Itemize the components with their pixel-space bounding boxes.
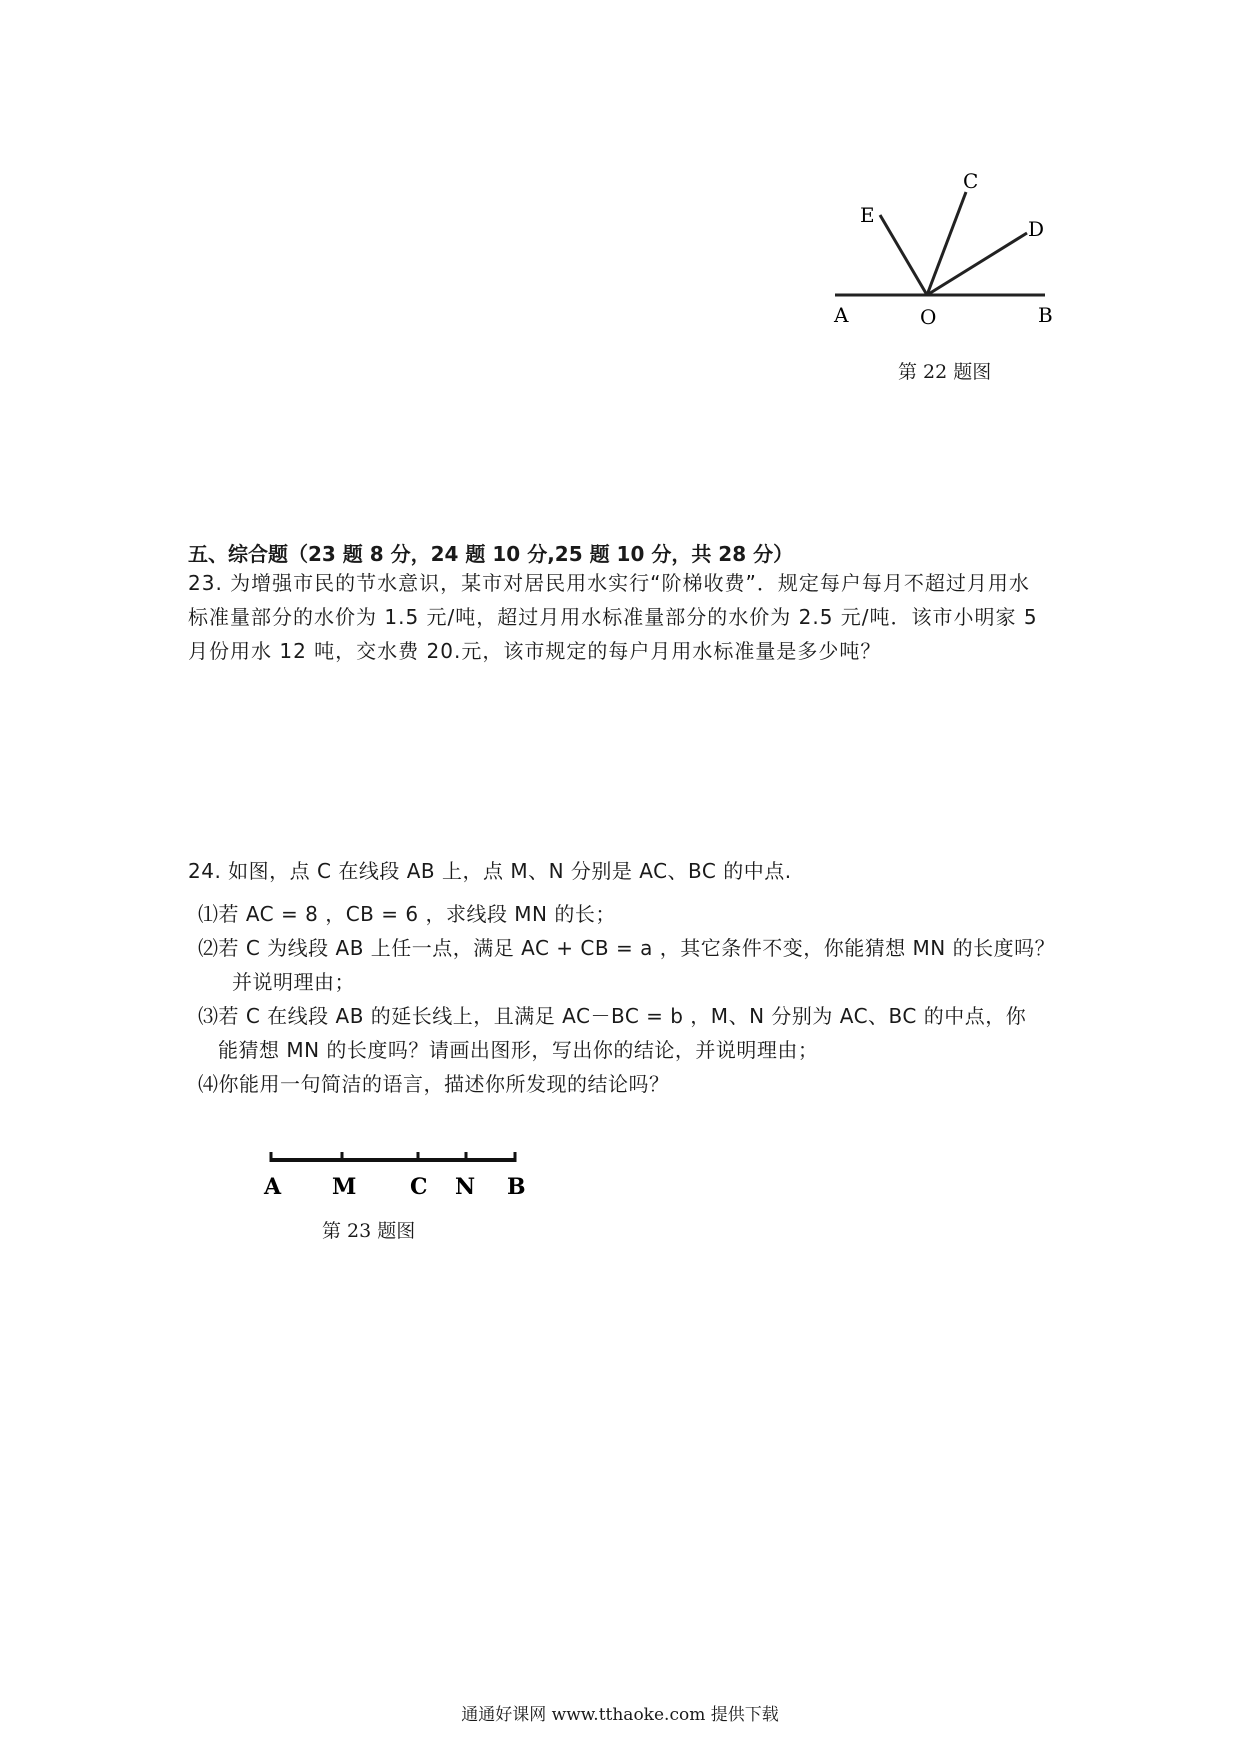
figure-22 [820, 170, 1080, 330]
footer-text: 通通好课网 www.tthaoke.com 提供下载 [461, 1705, 779, 1725]
question-23-line: 月份用水 12 吨，交水费 20.元，该市规定的每户月用水标准量是多少吨？ [188, 639, 882, 663]
figure-23-diagram [250, 1148, 540, 1208]
label-c: C [410, 1174, 428, 1200]
question-24-part-2: ⑵若 C 为线段 AB 上任一点，满足 AC + CB = a ，其它条件不变，你能猜想 MN 的长度吗？ [198, 936, 1056, 960]
label-d: D [1028, 217, 1045, 241]
question-23-line: 标准量部分的水价为 1.5 元/吨，超过月用水标准量部分的水价为 2.5 元/吨．该市小明家 5 [188, 605, 1038, 629]
label-e: E [860, 203, 875, 227]
label-b: B [1038, 303, 1053, 327]
question-24-part-1: ⑴若 AC = 8 ，CB = 6 ，求线段 MN 的长； [198, 902, 616, 926]
question-23-line: 23. 为增强市民的节水意识，某市对居民用水实行“阶梯收费”．规定每户每月不超过月用水 [188, 571, 1030, 595]
label-o: O [920, 305, 937, 329]
label-m: M [332, 1174, 357, 1200]
figure-22-caption: 第 22 题图 [898, 361, 992, 383]
ray-od [927, 233, 1027, 295]
ray-oc [927, 192, 966, 295]
question-23 [188, 566, 1068, 668]
question-24-part-2-cont: 并说明理由； [232, 970, 355, 994]
question-24-part-3-cont: 能猜想 MN 的长度吗？请画出图形，写出你的结论，并说明理由； [218, 1038, 819, 1062]
label-b: B [507, 1174, 526, 1200]
question-24-part-3: ⑶若 C 在线段 AB 的延长线上，且满足 AC－BC = b ，M、N 分别为 AC、BC 的中点，你 [198, 1004, 1027, 1028]
question-24-part-4: ⑷你能用一句简洁的语言，描述你所发现的结论吗？ [198, 1072, 670, 1096]
figure-22-diagram [820, 170, 1080, 330]
figure-23 [250, 1148, 540, 1208]
figure-23-caption: 第 23 题图 [322, 1220, 416, 1242]
section-title: 五、综合题（23 题 8 分，24 题 10 分,25 题 10 分，共 28 分） [188, 542, 794, 566]
label-c: C [963, 170, 979, 193]
ray-oe [880, 215, 927, 295]
label-a: A [264, 1174, 282, 1200]
question-24-stem: 24. 如图，点 C 在线段 AB 上，点 M、N 分别是 AC、BC 的中点. [188, 859, 792, 883]
label-n: N [455, 1174, 476, 1200]
label-a: A [834, 303, 849, 327]
